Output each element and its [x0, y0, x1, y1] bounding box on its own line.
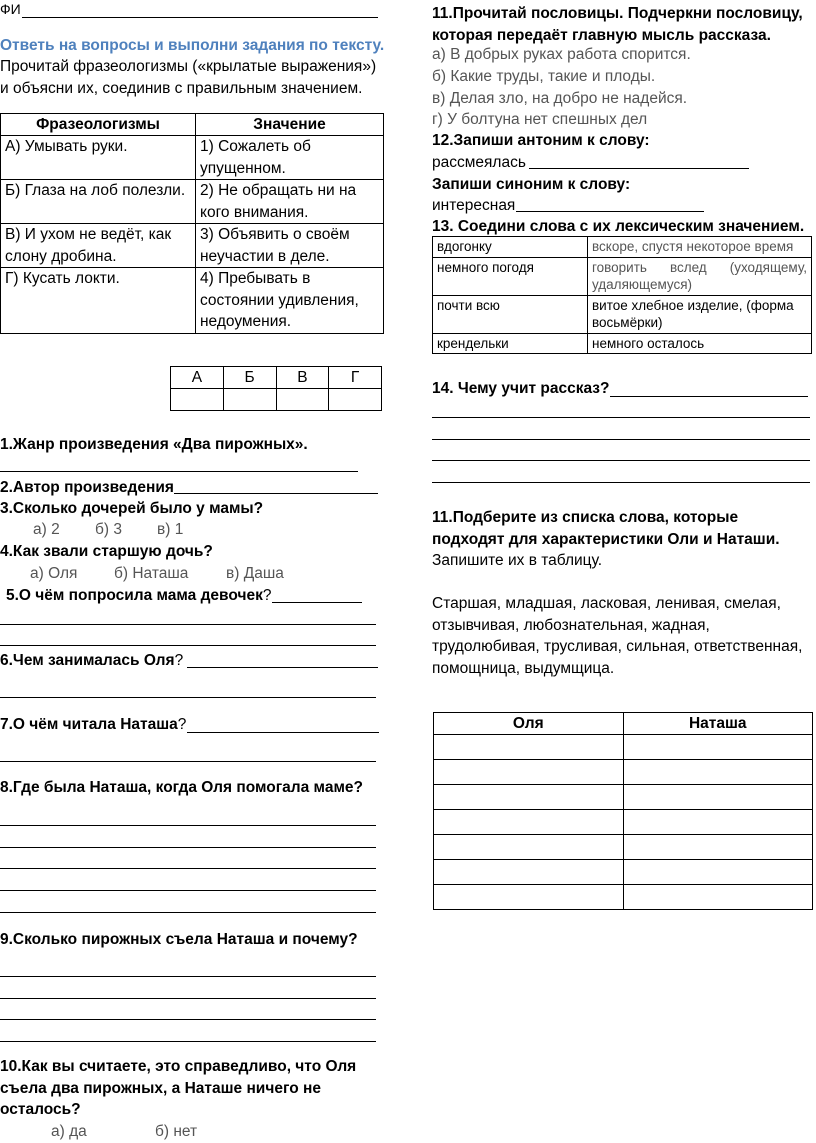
- answer-line[interactable]: [432, 482, 810, 483]
- option[interactable]: а) да: [51, 1123, 87, 1140]
- table-cell[interactable]: [434, 885, 624, 910]
- phrase-cell: Б) Глаза на лоб полезли.: [1, 180, 196, 224]
- question-1: 1.Жанр произведения «Два пирожных».: [0, 436, 308, 453]
- question-7: [0, 714, 186, 736]
- word-cell[interactable]: почти всю: [433, 295, 588, 333]
- answer-line[interactable]: [0, 471, 358, 472]
- answer-line[interactable]: [272, 602, 362, 603]
- table-cell[interactable]: [623, 860, 813, 885]
- table-cell[interactable]: [434, 860, 624, 885]
- phrase-cell: А) Умывать руки.: [1, 136, 196, 180]
- word-cell[interactable]: вдогонку: [433, 237, 588, 258]
- name-field[interactable]: [22, 17, 378, 18]
- question-12: 12.Запиши антоним к слову:: [432, 132, 650, 149]
- answer-cell[interactable]: [171, 389, 224, 411]
- question-11b-sub: Запишите их в таблицу.: [432, 552, 603, 569]
- table-cell[interactable]: [434, 785, 624, 810]
- answer-line[interactable]: [516, 211, 704, 212]
- answer-line[interactable]: [187, 667, 378, 668]
- question-7-text: 7.О чём читала Наташа: [0, 716, 178, 733]
- question-11b: 11.Подберите из списка слова, которые подходят для характеристики Оли и Наташи.: [432, 509, 780, 548]
- answer-line[interactable]: [0, 697, 376, 698]
- phrase-header: Фразеологизмы: [1, 114, 196, 136]
- table-cell[interactable]: [434, 735, 624, 760]
- proverb-option[interactable]: а) В добрых руках работа спорится.: [432, 46, 691, 63]
- meaning-cell[interactable]: вскоре, спустя некоторое время: [588, 237, 812, 258]
- answer-cell[interactable]: [276, 389, 329, 411]
- answer-line[interactable]: [0, 1019, 376, 1020]
- question-mark: ?: [262, 587, 272, 604]
- proverb-option[interactable]: б) Какие труды, такие и плоды.: [432, 68, 656, 85]
- phrase-table: [0, 113, 384, 334]
- answer-line[interactable]: [187, 732, 379, 733]
- option[interactable]: б) нет: [155, 1123, 198, 1140]
- meaning-cell: 4) Пребывать в состоянии удивления, недоумения.: [196, 268, 384, 334]
- answer-line[interactable]: [0, 868, 376, 869]
- phrase-cell: В) И ухом не ведёт, как слону дробина.: [1, 224, 196, 268]
- word-cell[interactable]: крендельки: [433, 333, 588, 354]
- table-cell[interactable]: [623, 810, 813, 835]
- answer-line[interactable]: [432, 439, 810, 440]
- answer-cell[interactable]: [329, 389, 382, 411]
- answer-header: А: [171, 367, 224, 389]
- antonym-word: рассмеялась: [432, 154, 526, 171]
- answer-cell[interactable]: [223, 389, 276, 411]
- table-cell[interactable]: [623, 735, 813, 760]
- answer-line[interactable]: [0, 761, 376, 762]
- question-10: 10.Как вы считаете, это справедливо, что Оля съела два пирожных, а Наташе ничего не осталось?: [0, 1058, 357, 1119]
- answer-line[interactable]: [0, 976, 376, 977]
- synonym-word: интересная: [432, 197, 516, 214]
- table-cell[interactable]: [434, 835, 624, 860]
- question-3: 3.Сколько дочерей было у мамы?: [0, 500, 264, 517]
- answer-line[interactable]: [432, 417, 810, 418]
- character-table: [433, 712, 813, 910]
- answer-line[interactable]: [610, 396, 808, 397]
- proverb-option[interactable]: в) Делая зло, на добро не надейся.: [432, 90, 688, 107]
- olya-header: Оля: [434, 713, 624, 735]
- option[interactable]: а) 2: [33, 521, 60, 538]
- answer-line[interactable]: [529, 168, 749, 169]
- option[interactable]: б) Наташа: [114, 565, 189, 582]
- answer-line[interactable]: [0, 624, 376, 625]
- option[interactable]: а) Оля: [30, 565, 78, 582]
- question-14: 14. Чему учит рассказ?: [432, 380, 610, 397]
- instruction-title: Ответь на вопросы и выполни задания по тексту.: [0, 37, 385, 54]
- answer-header: В: [276, 367, 329, 389]
- answer-header: Б: [223, 367, 276, 389]
- meaning-cell[interactable]: витое хлебное изделие, (форма восьмёрки): [588, 295, 812, 333]
- natasha-header: Наташа: [623, 713, 813, 735]
- question-5-text: 5.О чём попросила мама девочек: [6, 587, 263, 604]
- table-cell[interactable]: [434, 760, 624, 785]
- word-cell[interactable]: немного погодя: [433, 257, 588, 295]
- question-mark: ?: [177, 716, 187, 733]
- answer-table: [170, 366, 382, 411]
- meaning-cell[interactable]: говорить вслед (уходящему, удаляющемуся): [588, 257, 812, 295]
- question-11: 11.Прочитай пословицы. Подчеркни пословицу, которая передаёт главную мысль рассказа.: [432, 5, 803, 44]
- instruction-text: Прочитай фразеологизмы («крылатые выражения») и объясни их, соединив с правильным значением.: [0, 58, 377, 97]
- question-6: [0, 650, 183, 672]
- answer-line[interactable]: [0, 825, 376, 826]
- question-4: 4.Как звали старшую дочь?: [0, 543, 213, 560]
- table-cell[interactable]: [623, 835, 813, 860]
- table-cell[interactable]: [623, 785, 813, 810]
- table-cell[interactable]: [623, 760, 813, 785]
- question-12b: Запиши синоним к слову:: [432, 176, 631, 193]
- proverb-option[interactable]: г) У болтуна нет спешных дел: [432, 111, 648, 128]
- answer-line[interactable]: [0, 1041, 376, 1042]
- question-4-options: [30, 563, 284, 585]
- phrase-cell: Г) Кусать локти.: [1, 268, 196, 334]
- question-9: 9.Сколько пирожных съела Наташа и почему?: [0, 931, 358, 948]
- name-label: ФИ: [0, 1, 21, 17]
- option[interactable]: в) 1: [157, 521, 184, 538]
- word-list: Старшая, младшая, ласковая, ленивая, смелая, отзывчивая, любознательная, жадная, трудолюбивая, трусливая, сильная, ответственная, помощница, выдумщица.: [432, 595, 803, 678]
- answer-line[interactable]: [0, 890, 376, 891]
- answer-line[interactable]: [0, 912, 376, 913]
- answer-line[interactable]: [0, 645, 376, 646]
- question-6-text: 6.Чем занималась Оля: [0, 652, 175, 669]
- question-5: [6, 585, 271, 607]
- answer-line[interactable]: [432, 460, 810, 461]
- table-cell[interactable]: [434, 810, 624, 835]
- meaning-header: Значение: [196, 114, 384, 136]
- option[interactable]: в) Даша: [226, 565, 284, 582]
- question-mark: ?: [174, 652, 184, 669]
- meaning-cell: 1) Сожалеть об упущенном.: [196, 136, 384, 180]
- question-8: 8.Где была Наташа, когда Оля помогала маме?: [0, 779, 363, 796]
- meaning-cell: 2) Не обращать ни на кого внимания.: [196, 180, 384, 224]
- answer-line[interactable]: [174, 493, 378, 494]
- meaning-cell: 3) Объявить о своём неучастии в деле.: [196, 224, 384, 268]
- question-13: 13. Соедини слова с их лексическим значением.: [432, 218, 805, 235]
- lexical-table: [432, 236, 812, 354]
- answer-line[interactable]: [0, 998, 376, 999]
- question-2: 2.Автор произведения: [0, 479, 174, 496]
- question-10-options: [51, 1121, 197, 1143]
- table-cell[interactable]: [623, 885, 813, 910]
- question-3-options: [33, 519, 183, 541]
- meaning-cell[interactable]: немного осталось: [588, 333, 812, 354]
- answer-header: Г: [329, 367, 382, 389]
- answer-line[interactable]: [0, 847, 376, 848]
- option[interactable]: б) 3: [95, 521, 122, 538]
